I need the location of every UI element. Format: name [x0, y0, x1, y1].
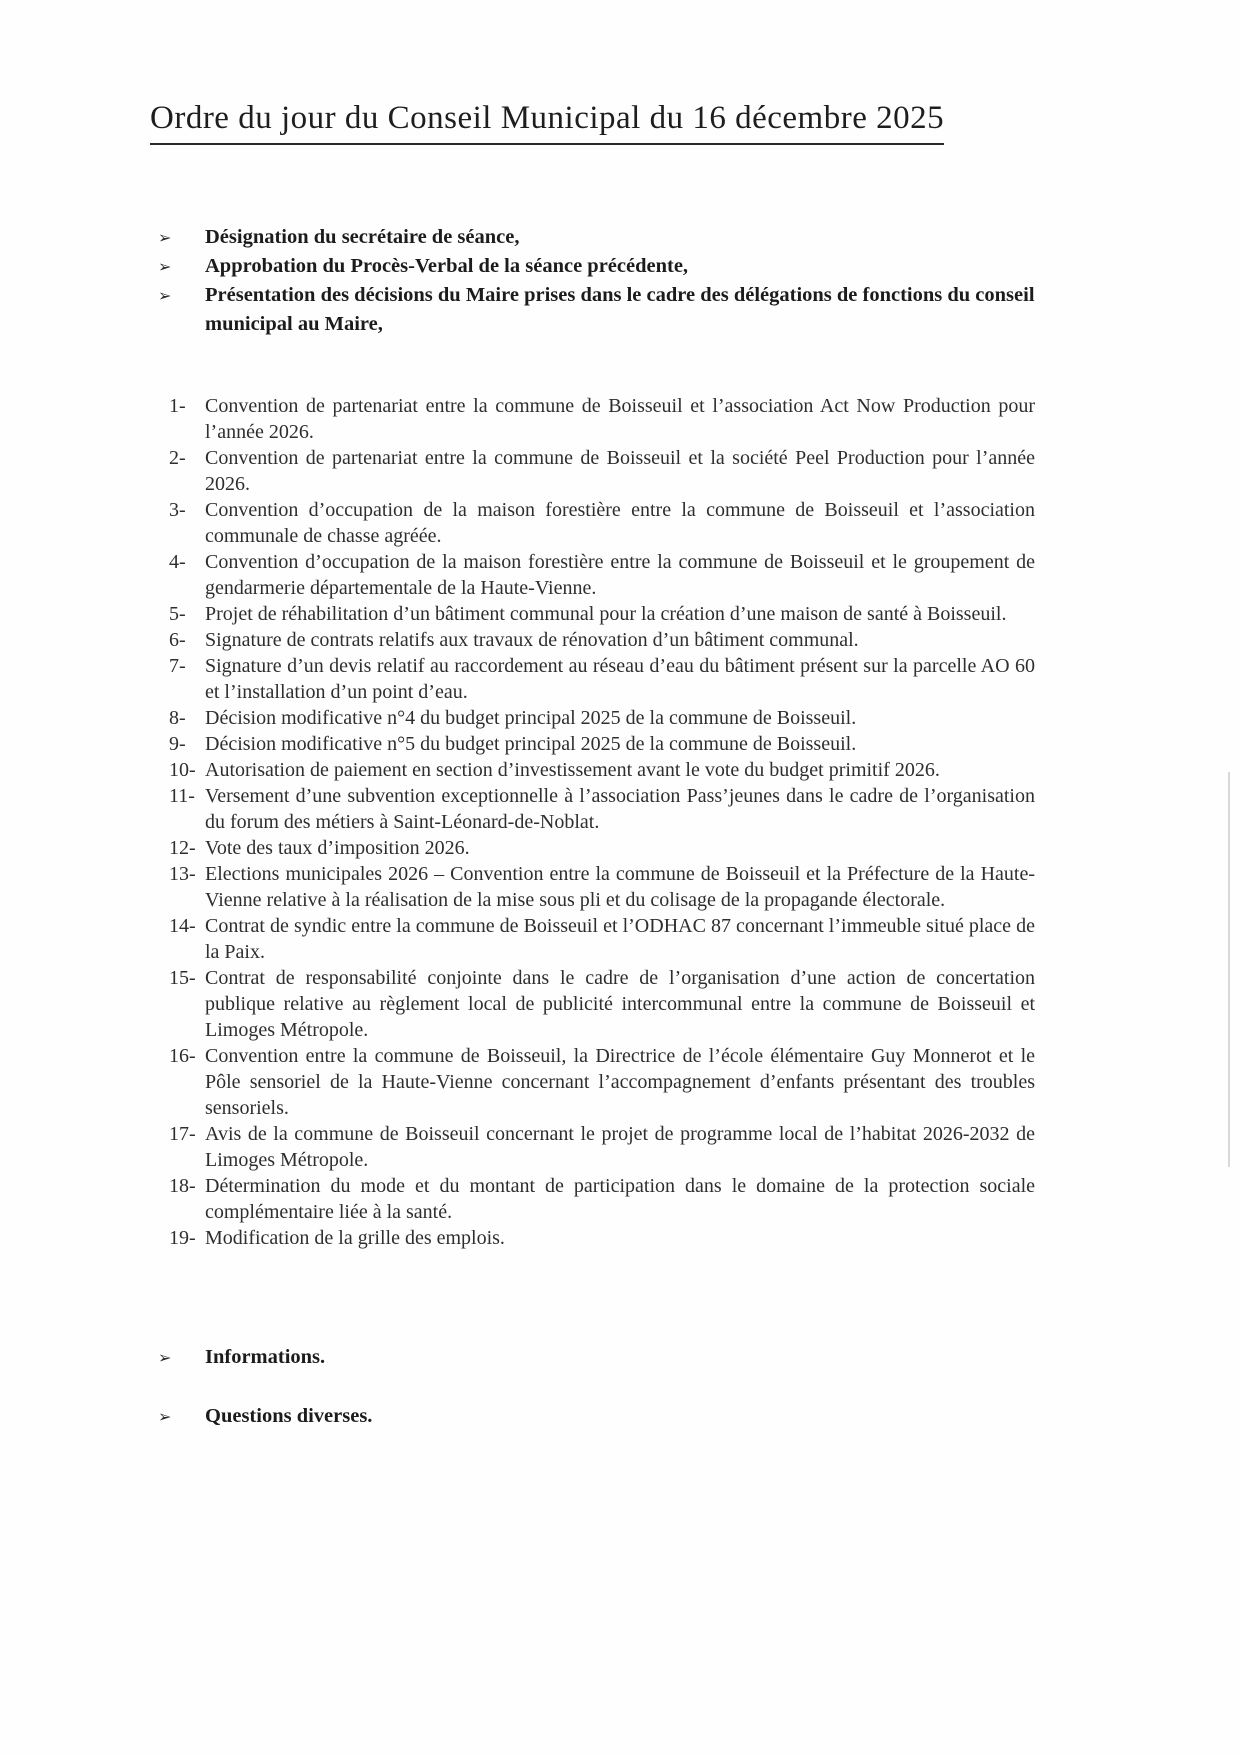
- agenda-item-number: 18-: [169, 1175, 196, 1197]
- agenda-item: [169, 783, 1240, 835]
- arrow-bullet-icon: ➢: [158, 286, 172, 305]
- agenda-item-text: Convention entre la commune de Boisseuil, la Directrice de l’école élémentaire Guy Monnerot et le Pôle sensoriel de la Haute-Vienne concernant l’accompagnement d’enfants présentant des troubles sensoriels.: [205, 1045, 1035, 1119]
- agenda-item-text: Autorisation de paiement en section d’investissement avant le vote du budget primitif 2026.: [205, 759, 940, 781]
- agenda-item-text: Vote des taux d’imposition 2026.: [205, 837, 470, 859]
- agenda-item-number: 12-: [169, 837, 196, 859]
- agenda-item-number: 8-: [169, 707, 186, 729]
- opening-bullet-label: Présentation des décisions du Maire prises dans le cadre des délégations de fonctions du conseil municipal au Maire,: [205, 284, 1035, 335]
- agenda-item-text: Contrat de syndic entre la commune de Boisseuil et l’ODHAC 87 concernant l’immeuble situé place de la Paix.: [205, 915, 1035, 963]
- agenda-item: [169, 601, 1240, 627]
- agenda-item: [169, 705, 1240, 731]
- closing-bullet-label: Questions diverses.: [205, 1405, 373, 1427]
- agenda-item-number: 10-: [169, 759, 196, 781]
- title-section: [0, 0, 1240, 145]
- agenda-item-text: Convention de partenariat entre la commune de Boisseuil et la société Peel Production pour l’année 2026.: [205, 447, 1035, 495]
- agenda-item: [169, 913, 1240, 965]
- closing-bullet-item: [158, 1402, 1240, 1431]
- agenda-item: [169, 1225, 1240, 1251]
- page-title: Ordre du jour du Conseil Municipal du 16 décembre 2025: [150, 97, 944, 145]
- agenda-item-number: 3-: [169, 499, 186, 521]
- agenda-item: [169, 965, 1240, 1043]
- agenda-item-number: 15-: [169, 967, 196, 989]
- agenda-item: [169, 393, 1240, 445]
- agenda-item-number: 17-: [169, 1123, 196, 1145]
- agenda-item-text: Convention d’occupation de la maison forestière entre la commune de Boisseuil et l’association communale de chasse agréée.: [205, 499, 1035, 547]
- arrow-bullet-icon: ➢: [158, 1407, 172, 1426]
- agenda-item-text: Contrat de responsabilité conjointe dans le cadre de l’organisation d’une action de concertation publique relative au règlement local de publicité intercommunal entre la commune de Boisseuil et Limoges Métropole.: [205, 967, 1035, 1041]
- agenda-item-text: Détermination du mode et du montant de participation dans le domaine de la protection sociale complémentaire liée à la santé.: [205, 1175, 1035, 1223]
- agenda-item: [169, 731, 1240, 757]
- agenda-list: [0, 393, 1240, 1251]
- agenda-item: [169, 627, 1240, 653]
- agenda-item-text: Elections municipales 2026 – Convention entre la commune de Boisseuil et la Préfecture de la Haute-Vienne relative à la réalisation de la mise sous pli et du colisage de la propagande électorale.: [205, 863, 1035, 911]
- agenda-item-text: Convention d’occupation de la maison forestière entre la commune de Boisseuil et le groupement de gendarmerie départementale de la Haute-Vienne.: [205, 551, 1035, 599]
- agenda-item: [169, 549, 1240, 601]
- closing-bullet-item: [158, 1343, 1240, 1372]
- agenda-item-number: 7-: [169, 655, 186, 677]
- closing-bullets-list: [158, 1343, 1240, 1431]
- agenda-item-number: 4-: [169, 551, 186, 573]
- agenda-item: [169, 1121, 1240, 1173]
- arrow-bullet-icon: ➢: [158, 228, 172, 247]
- agenda-item-text: Signature d’un devis relatif au raccordement au réseau d’eau du bâtiment présent sur la parcelle AO 60 et l’installation d’un point d’eau.: [205, 655, 1035, 703]
- agenda-item-number: 1-: [169, 395, 186, 417]
- agenda-item-text: Convention de partenariat entre la commune de Boisseuil et l’association Act Now Production pour l’année 2026.: [205, 395, 1035, 443]
- opening-bullet-item: [158, 281, 1240, 339]
- agenda-item-number: 9-: [169, 733, 186, 755]
- agenda-item: [169, 861, 1240, 913]
- agenda-item: [169, 1043, 1240, 1121]
- scan-edge-artifact: [1228, 772, 1230, 1167]
- opening-bullet-item: [158, 252, 1240, 281]
- agenda-item-text: Projet de réhabilitation d’un bâtiment communal pour la création d’une maison de santé à Boisseuil.: [205, 603, 1007, 625]
- agenda-item-text: Avis de la commune de Boisseuil concernant le projet de programme local de l’habitat 2026-2032 de Limoges Métropole.: [205, 1123, 1035, 1171]
- closing-bullet-label: Informations.: [205, 1346, 326, 1368]
- agenda-item: [169, 497, 1240, 549]
- agenda-item: [169, 1173, 1240, 1225]
- agenda-item-number: 6-: [169, 629, 186, 651]
- opening-bullets-list: [158, 223, 1240, 339]
- agenda-item: [169, 757, 1240, 783]
- agenda-item-number: 16-: [169, 1045, 196, 1067]
- agenda-item-number: 13-: [169, 863, 196, 885]
- arrow-bullet-icon: ➢: [158, 257, 172, 276]
- opening-bullet-item: [158, 223, 1240, 252]
- arrow-bullet-icon: ➢: [158, 1348, 172, 1367]
- agenda-item-number: 5-: [169, 603, 186, 625]
- agenda-item-number: 14-: [169, 915, 196, 937]
- opening-bullet-label: Approbation du Procès-Verbal de la séance précédente,: [205, 255, 689, 277]
- agenda-item-text: Signature de contrats relatifs aux travaux de rénovation d’un bâtiment communal.: [205, 629, 859, 651]
- agenda-item: [169, 445, 1240, 497]
- agenda-item-text: Décision modificative n°4 du budget principal 2025 de la commune de Boisseuil.: [205, 707, 857, 729]
- agenda-item-number: 11-: [169, 785, 195, 807]
- agenda-item-text: Modification de la grille des emplois.: [205, 1227, 505, 1249]
- opening-bullet-label: Désignation du secrétaire de séance,: [205, 226, 520, 248]
- agenda-item: [169, 835, 1240, 861]
- agenda-item: [169, 653, 1240, 705]
- agenda-item-number: 19-: [169, 1227, 196, 1249]
- agenda-item-text: Décision modificative n°5 du budget principal 2025 de la commune de Boisseuil.: [205, 733, 857, 755]
- agenda-item-number: 2-: [169, 447, 186, 469]
- agenda-item-text: Versement d’une subvention exceptionnelle à l’association Pass’jeunes dans le cadre de l’organisation du forum des métiers à Saint-Léonard-de-Noblat.: [205, 785, 1035, 833]
